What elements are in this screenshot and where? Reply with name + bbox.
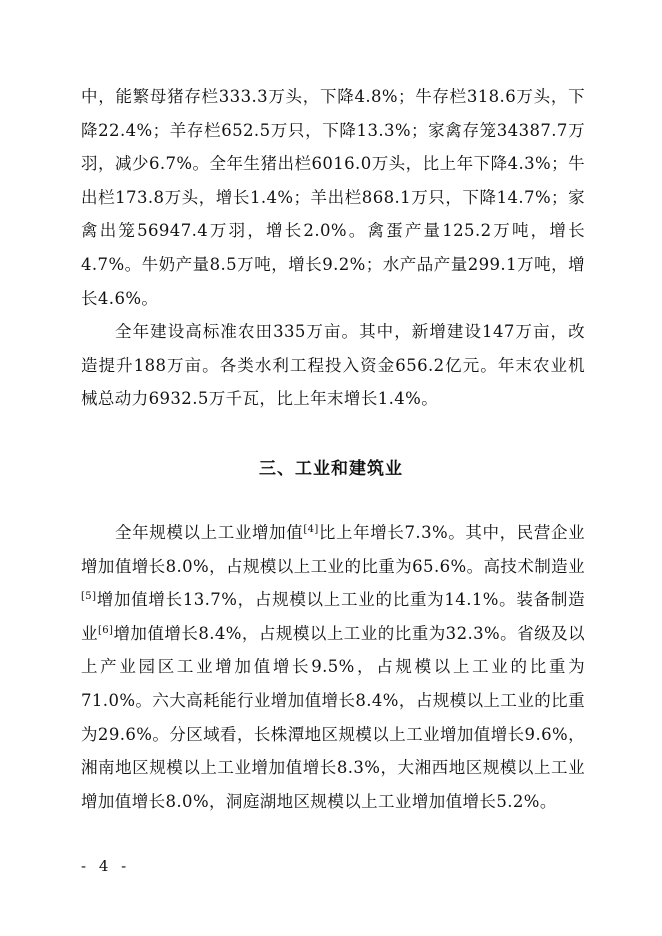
footnote-ref-5: [5]: [81, 591, 97, 603]
section-heading-industry: 三、工业和建筑业: [259, 459, 403, 479]
footnote-ref-6: [6]: [97, 624, 114, 636]
industry-text-3: 增加值增长13.7%，占规模以上工业的比重为14.1%。装备制造业: [81, 590, 585, 643]
footnote-ref-4: [4]: [303, 524, 319, 535]
industry-text-1: 全年规模以上工业增加值: [115, 523, 304, 542]
paragraph-industry: [81, 516, 585, 818]
page-number: - 4 -: [81, 857, 131, 875]
industry-text-4: 增加值增长8.4%，占规模以上工业的比重为32.3%。省级及以上产业园区工业增加值增长9.5%，占规模以上工业的比重为71.0%。六大高耗能行业增加值增长8.4%，占规模以上工业的比重为29.6%。分区域看，长株潭地区规模以上工业增加值增长9.6%，湘南地区规模以上工业增加值增长8.3%，大湘西地区规模以上工业增加值增长8.0%，洞庭湖地区规模以上工业增加值增长5.2%。: [81, 623, 585, 811]
paragraph-farmland: 全年建设高标准农田335万亩。其中，新增建设147万亩，改造提升188万亩。各类水利工程投入资金656.2亿元。年末农业机械总动力6932.5万千瓦，比上年末增长1.4%。: [81, 322, 585, 409]
paragraph-livestock: 中，能繁母猪存栏333.3万头，下降4.8%；牛存栏318.6万头，下降22.4%；羊存栏652.5万只，下降13.3%；家禽存笼34387.7万羽，减少6.7%。全年生猪出栏6016.0万头，比上年下降4.3%；牛出栏173.8万头，增长1.4%；羊出栏868.1万只，下降14.7%；家禽出笼56947.4万羽，增长2.0%。禽蛋产量125.2万吨，增长4.7%。牛奶产量8.5万吨，增长9.2%；水产品产量299.1万吨，增长4.6%。: [81, 87, 585, 308]
industry-text-2: 比上年增长7.3%。其中，民营企业增加值增长8.0%，占规模以上工业的比重为65.6%。高技术制造业: [81, 523, 586, 576]
